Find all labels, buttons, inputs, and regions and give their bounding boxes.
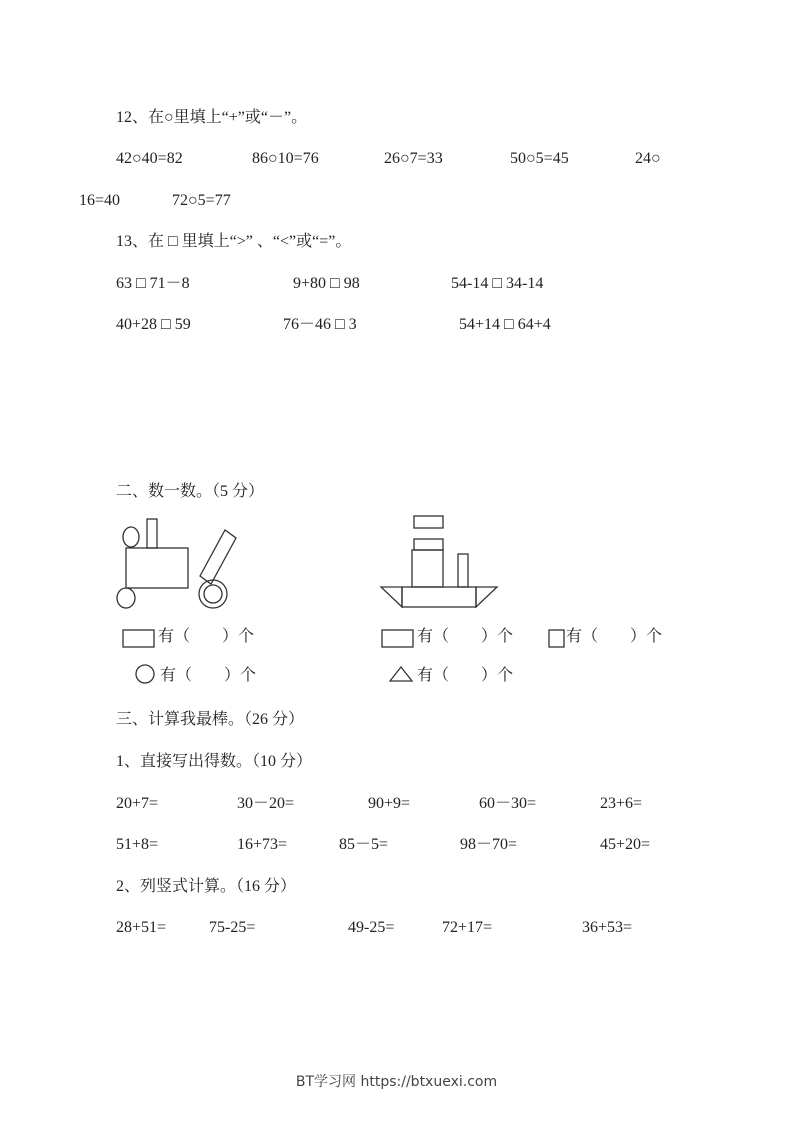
boat-triangle-count: 有（ ）个 bbox=[417, 667, 514, 684]
circle-icon bbox=[136, 665, 154, 683]
q13-item: 54-14 □ 34-14 bbox=[451, 275, 544, 292]
vertical-calc-item: 28+51= bbox=[116, 919, 167, 936]
q12-item: 26○7=33 bbox=[384, 150, 443, 167]
part1-title: 1、直接写出得数。（10 分） bbox=[116, 753, 313, 770]
calc-item: 98－70= bbox=[460, 836, 518, 853]
calc-item: 30－20= bbox=[237, 795, 295, 812]
boat-rect-count: 有（ ）个 bbox=[417, 628, 514, 645]
rectangle-icon bbox=[123, 630, 154, 647]
calc-item: 23+6= bbox=[600, 795, 643, 812]
calc-item: 85－5= bbox=[339, 836, 389, 853]
q12-item: 42○40=82 bbox=[116, 150, 183, 167]
boat-square-count: 有（ ）个 bbox=[566, 628, 663, 645]
rectangle-icon bbox=[382, 630, 413, 647]
q13-item: 40+28 □ 59 bbox=[116, 316, 191, 333]
square-icon bbox=[549, 630, 564, 647]
calc-item: 90+9= bbox=[368, 795, 411, 812]
section2-title: 二、数一数。（5 分） bbox=[116, 483, 265, 500]
section3-title: 三、计算我最棒。（26 分） bbox=[116, 711, 305, 728]
vertical-calc-item: 49-25= bbox=[348, 919, 395, 936]
q12-item: 50○5=45 bbox=[510, 150, 569, 167]
q13-item: 54+14 □ 64+4 bbox=[459, 316, 551, 333]
q12-item: 86○10=76 bbox=[252, 150, 319, 167]
train-circle-count: 有（ ）个 bbox=[160, 667, 257, 684]
triangle-icon bbox=[390, 667, 412, 681]
vertical-calc-item: 72+17= bbox=[442, 919, 493, 936]
vertical-calc-item: 75-25= bbox=[209, 919, 256, 936]
calc-item: 60－30= bbox=[479, 795, 537, 812]
footer-watermark: BT学习网 https://btxuexi.com bbox=[295, 1074, 498, 1090]
q12-item: 72○5=77 bbox=[172, 192, 231, 209]
q13-title: 13、在 □ 里填上“>” 、“<”或“=”。 bbox=[116, 233, 352, 250]
train-rect-count: 有（ ）个 bbox=[158, 628, 255, 645]
calc-item: 20+7= bbox=[116, 795, 159, 812]
q13-item: 63 □ 71－8 bbox=[116, 275, 190, 292]
q12-title: 12、在○里填上“+”或“－”。 bbox=[116, 109, 308, 126]
boat-figure bbox=[381, 516, 497, 607]
q13-item: 9+80 □ 98 bbox=[293, 275, 360, 292]
q13-item: 76－46 □ 3 bbox=[283, 316, 357, 333]
calc-item: 16+73= bbox=[237, 836, 288, 853]
train-figure bbox=[117, 519, 236, 608]
part2-title: 2、列竖式计算。（16 分） bbox=[116, 878, 297, 895]
calc-item: 51+8= bbox=[116, 836, 159, 853]
calc-item: 45+20= bbox=[600, 836, 651, 853]
vertical-calc-item: 36+53= bbox=[582, 919, 633, 936]
q12-item: 16=40 bbox=[79, 192, 121, 209]
q12-item: 24○ bbox=[635, 150, 661, 167]
